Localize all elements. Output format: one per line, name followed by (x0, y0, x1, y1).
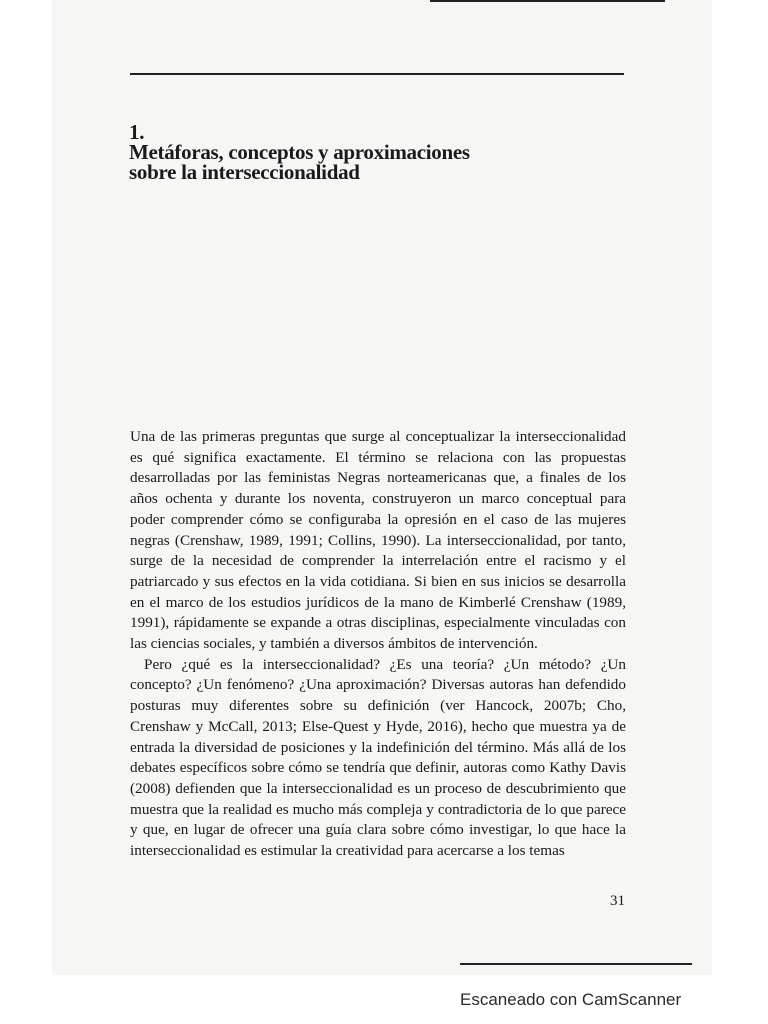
footer-rule (460, 963, 692, 965)
chapter-title-line-1: Metáforas, conceptos y aproximaciones (129, 140, 470, 164)
chapter-number: 1. (129, 120, 145, 144)
camscanner-watermark: Escaneado con CamScanner (460, 990, 682, 1009)
header-rule (130, 73, 624, 75)
paragraph-2: Pero ¿qué es la interseccionalidad? ¿Es una teoría? ¿Un método? ¿Un concepto? ¿Un fenómeno? ¿Una aproximación? Diversas autoras han defendido posturas muy diferentes sobre su definición (ver Hancock, 2007b; Cho, Crenshaw y McCall, 2013; Else-Quest y Hyde, 2016), hecho que muestra ya de entrada la diversidad de posiciones y la indefinición del término. Más allá de los debates específicos sobre cómo se tendría que definir, autoras como Kathy Davis (2008) defienden que la interseccionalidad es un proceso de descubrimiento que muestra que la realidad es mucho más compleja y contradictoria de lo que parece y que, en lugar de ofrecer una guía clara sobre cómo investigar, lo que hace la interseccionalidad es estimular la creatividad para acercarse a los temas (130, 655, 626, 860)
chapter-heading (129, 122, 629, 182)
body-text (130, 427, 626, 862)
page-number: 31 (610, 893, 625, 909)
top-edge-rule (430, 0, 665, 2)
paragraph-1: Una de las primeras preguntas que surge al conceptualizar la interseccionalidad es qué significa exactamente. El término se relaciona con las propuestas desarrolladas por las feministas Negras norteamericanas que, a finales de los años ochenta y durante los noventa, construyeron un marco conceptual para poder comprender cómo se configuraba la opresión en el caso de las mujeres negras (Crenshaw, 1989, 1991; Collins, 1990). La interseccionalidad, por tanto, surge de la necesidad de comprender la interrelación entre el racismo y el patriarcado y sus efectos en la vida cotidiana. Si bien en sus inicios se desarrolla en el marco de los estudios jurídicos de la mano de Kimberlé Crenshaw (1989, 1991), rápidamente se expande a otras disciplinas, especialmente vinculadas con las ciencias sociales, y también a diversos ámbitos de intervención. (130, 428, 626, 653)
chapter-title-line-2: sobre la interseccionalidad (129, 160, 360, 184)
